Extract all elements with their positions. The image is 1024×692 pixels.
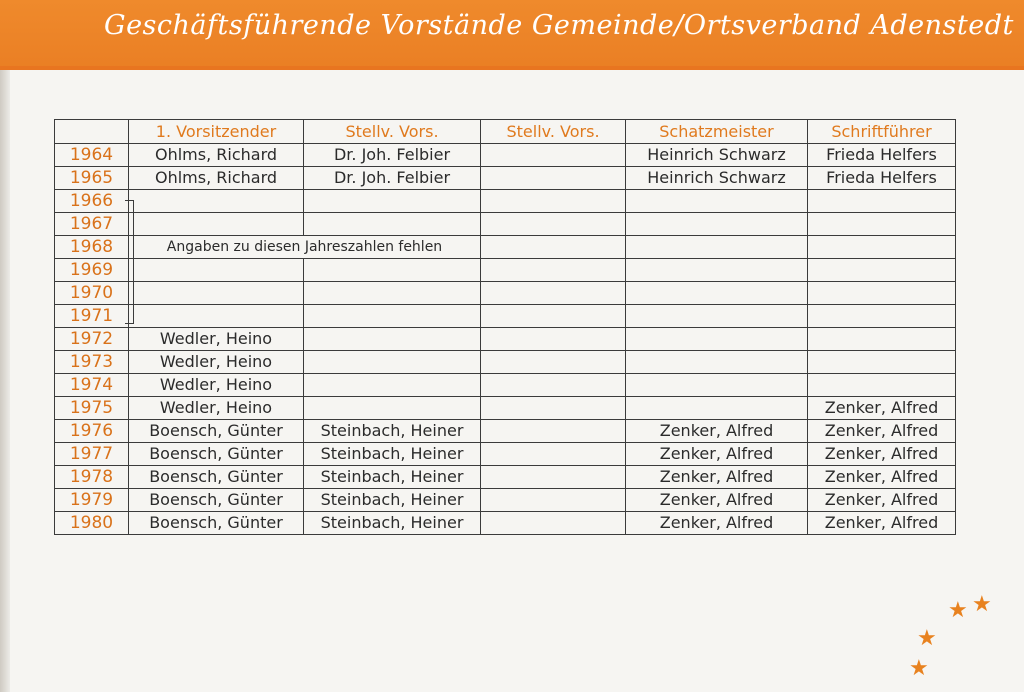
cell-stellv-1: Steinbach, Heiner [304, 466, 481, 489]
cell-stellv-1: Steinbach, Heiner [304, 420, 481, 443]
missing-data-note: Angaben zu diesen Jahreszahlen fehlen [129, 236, 481, 259]
cell-stellv-1 [304, 397, 481, 420]
star-icon: ★ [917, 626, 937, 651]
table-row [55, 466, 956, 489]
cell-stellv-1: Steinbach, Heiner [304, 512, 481, 535]
column-header-stellv-1: Stellv. Vors. [304, 120, 481, 144]
cell-schriftfuehrer [808, 190, 956, 213]
cell-schriftfuehrer [808, 374, 956, 397]
cell-stellv-2 [481, 328, 626, 351]
table-row [55, 512, 956, 535]
table-row [55, 213, 956, 236]
cell-vorsitzender [129, 190, 304, 213]
cell-schriftfuehrer [808, 236, 956, 259]
cell-stellv-2 [481, 443, 626, 466]
cell-year: 1968 [55, 236, 129, 259]
column-header-vorsitzender: 1. Vorsitzender [129, 120, 304, 144]
cell-stellv-1 [304, 351, 481, 374]
cell-stellv-2 [481, 282, 626, 305]
cell-schatzmeister: Zenker, Alfred [626, 443, 808, 466]
cell-year: 1980 [55, 512, 129, 535]
table-row [55, 259, 956, 282]
star-icon: ★ [909, 656, 929, 681]
column-header-stellv-2: Stellv. Vors. [481, 120, 626, 144]
cell-schriftfuehrer: Frieda Helfers [808, 144, 956, 167]
cell-schatzmeister: Heinrich Schwarz [626, 167, 808, 190]
cell-schatzmeister [626, 351, 808, 374]
cell-vorsitzender: Wedler, Heino [129, 374, 304, 397]
cell-year: 1977 [55, 443, 129, 466]
table-row [55, 328, 956, 351]
cell-schriftfuehrer [808, 305, 956, 328]
cell-stellv-2 [481, 374, 626, 397]
cell-schatzmeister [626, 328, 808, 351]
cell-stellv-2 [481, 512, 626, 535]
cell-schriftfuehrer: Zenker, Alfred [808, 420, 956, 443]
star-icon: ★ [948, 598, 968, 623]
cell-vorsitzender [129, 213, 304, 236]
cell-stellv-1: Dr. Joh. Felbier [304, 144, 481, 167]
cell-vorsitzender: Wedler, Heino [129, 328, 304, 351]
cell-vorsitzender [129, 282, 304, 305]
cell-stellv-2 [481, 397, 626, 420]
column-header-year [55, 120, 129, 144]
table-row [55, 167, 956, 190]
cell-year: 1964 [55, 144, 129, 167]
cell-schatzmeister: Zenker, Alfred [626, 512, 808, 535]
page-title: Geschäftsführende Vorstände Gemeinde/Ortsverband Adenstedt [104, 10, 1014, 41]
table-row [55, 282, 956, 305]
cell-year: 1976 [55, 420, 129, 443]
cell-schriftfuehrer [808, 213, 956, 236]
cell-schatzmeister: Heinrich Schwarz [626, 144, 808, 167]
cell-stellv-1 [304, 259, 481, 282]
cell-schatzmeister [626, 282, 808, 305]
cell-vorsitzender: Boensch, Günter [129, 420, 304, 443]
table-row [55, 351, 956, 374]
cell-schatzmeister [626, 236, 808, 259]
cell-year: 1969 [55, 259, 129, 282]
cell-schriftfuehrer: Zenker, Alfred [808, 443, 956, 466]
cell-stellv-1 [304, 374, 481, 397]
cell-year: 1970 [55, 282, 129, 305]
table-row [55, 190, 956, 213]
cell-year: 1975 [55, 397, 129, 420]
cell-stellv-1 [304, 213, 481, 236]
cell-year: 1965 [55, 167, 129, 190]
missing-years-bracket [125, 200, 134, 324]
column-header-schriftfuehrer: Schriftführer [808, 120, 956, 144]
cell-schatzmeister: Zenker, Alfred [626, 489, 808, 512]
cell-stellv-2 [481, 236, 626, 259]
column-header-schatzmeister: Schatzmeister [626, 120, 808, 144]
cell-schatzmeister: Zenker, Alfred [626, 466, 808, 489]
cell-year: 1978 [55, 466, 129, 489]
table-row [55, 443, 956, 466]
cell-year: 1966 [55, 190, 129, 213]
cell-stellv-2 [481, 259, 626, 282]
table-row [55, 236, 956, 259]
cell-schatzmeister [626, 374, 808, 397]
cell-vorsitzender: Wedler, Heino [129, 397, 304, 420]
cell-stellv-1 [304, 190, 481, 213]
cell-stellv-2 [481, 489, 626, 512]
page-spine [0, 0, 10, 692]
cell-stellv-2 [481, 466, 626, 489]
cell-year: 1971 [55, 305, 129, 328]
cell-vorsitzender: Boensch, Günter [129, 512, 304, 535]
cell-year: 1967 [55, 213, 129, 236]
cell-stellv-2 [481, 167, 626, 190]
cell-schriftfuehrer [808, 259, 956, 282]
cell-vorsitzender: Ohlms, Richard [129, 167, 304, 190]
table-row [55, 397, 956, 420]
star-decoration [900, 592, 1000, 682]
cell-year: 1973 [55, 351, 129, 374]
cell-schriftfuehrer: Zenker, Alfred [808, 489, 956, 512]
cell-schriftfuehrer: Zenker, Alfred [808, 397, 956, 420]
header-rule [0, 66, 1024, 70]
cell-year: 1972 [55, 328, 129, 351]
cell-schriftfuehrer: Zenker, Alfred [808, 466, 956, 489]
table-row [55, 420, 956, 443]
cell-schriftfuehrer [808, 351, 956, 374]
cell-schriftfuehrer [808, 328, 956, 351]
cell-year: 1979 [55, 489, 129, 512]
cell-stellv-1: Dr. Joh. Felbier [304, 167, 481, 190]
table-header-row [55, 120, 956, 144]
cell-vorsitzender: Boensch, Günter [129, 489, 304, 512]
cell-schatzmeister [626, 190, 808, 213]
cell-schatzmeister [626, 397, 808, 420]
cell-year: 1974 [55, 374, 129, 397]
table-body [55, 144, 956, 535]
table-row [55, 489, 956, 512]
cell-vorsitzender: Boensch, Günter [129, 443, 304, 466]
cell-stellv-2 [481, 190, 626, 213]
board-table [54, 119, 956, 535]
table-row [55, 305, 956, 328]
cell-vorsitzender: Ohlms, Richard [129, 144, 304, 167]
cell-stellv-1 [304, 282, 481, 305]
cell-schatzmeister [626, 259, 808, 282]
cell-schriftfuehrer: Zenker, Alfred [808, 512, 956, 535]
cell-schriftfuehrer: Frieda Helfers [808, 167, 956, 190]
cell-stellv-2 [481, 305, 626, 328]
cell-schatzmeister [626, 305, 808, 328]
page-header [0, 0, 1024, 68]
cell-schatzmeister [626, 213, 808, 236]
cell-stellv-2 [481, 420, 626, 443]
cell-stellv-2 [481, 144, 626, 167]
cell-stellv-2 [481, 351, 626, 374]
table-row [55, 374, 956, 397]
cell-schriftfuehrer [808, 282, 956, 305]
cell-vorsitzender: Boensch, Günter [129, 466, 304, 489]
cell-stellv-1 [304, 328, 481, 351]
star-icon: ★ [972, 592, 992, 617]
cell-vorsitzender: Wedler, Heino [129, 351, 304, 374]
cell-stellv-1: Steinbach, Heiner [304, 489, 481, 512]
cell-schatzmeister: Zenker, Alfred [626, 420, 808, 443]
cell-stellv-2 [481, 213, 626, 236]
cell-vorsitzender [129, 305, 304, 328]
cell-stellv-1: Steinbach, Heiner [304, 443, 481, 466]
cell-stellv-1 [304, 305, 481, 328]
cell-vorsitzender [129, 259, 304, 282]
table-row [55, 144, 956, 167]
